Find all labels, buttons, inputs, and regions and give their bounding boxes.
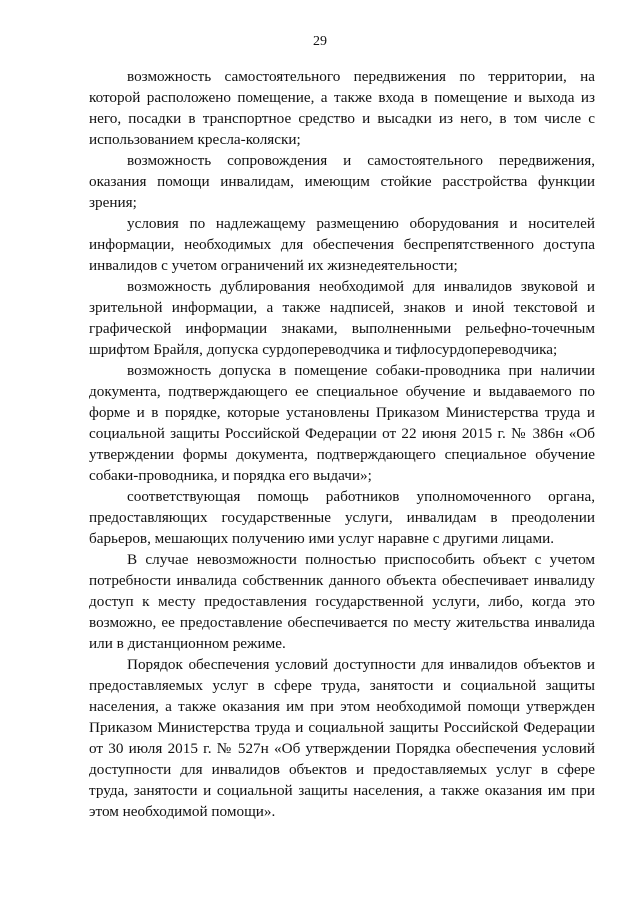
paragraph-staff-assistance: соответствующая помощь работников уполномоченного органа, предоставляющих государственные услуги, инвалидам в преодолении барьеров, мешающих получению ими услуг наравне с другими лицами. (89, 488, 595, 547)
paragraph-mobility: возможность самостоятельного передвижения по территории, на которой расположено помещение, а также входа в помещение и выхода из него, посадки в транспортное средство и высадки из него, в том числе с использованием кресла-коляски; (89, 68, 595, 148)
page-number: 29 (313, 34, 327, 49)
document-body (89, 66, 595, 822)
paragraph-escort: возможность сопровождения и самостоятельного передвижения, оказания помощи инвалидам, имеющим стойкие расстройства функции зрения; (89, 152, 595, 211)
paragraph-guide-dog: возможность допуска в помещение собаки-проводника при наличии документа, подтверждающего ее специальное обучение и выдаваемого по форме и в порядке, которые установлены Приказом Министерства труда и социальной защиты Российской Федерации от 22 июня 2015 г. № 386н «Об утверждении формы документа, подтверждающего специальное обучение собаки-проводника, и порядка его выдачи»; (89, 362, 595, 484)
paragraph-alternative-access: В случае невозможности полностью приспособить объект с учетом потребности инвалида собственник данного объекта обеспечивает инвалиду доступ к месту предоставления государственной услуги, либо, когда это возможно, ее предоставление обеспечивается по месту жительства инвалида или в дистанционном режиме. (89, 551, 595, 652)
paragraph-duplication: возможность дублирования необходимой для инвалидов звуковой и зрительной информации, а также надписей, знаков и иной текстовой и графической информации знаками, выполненными рельефно-точечным шрифтом Брайля, допуска сурдопереводчика и тифлосурдопереводчика; (89, 278, 595, 358)
paragraph-accessibility-order: Порядок обеспечения условий доступности для инвалидов объектов и предоставляемых услуг в сфере труда, занятости и социальной защиты населения, а также оказания им при этом необходимой помощи утвержден Приказом Министерства труда и социальной защиты Российской Федерации от 30 июля 2015 г. № 527н «Об утверждении Порядка обеспечения условий доступности для инвалидов объектов и предоставляемых услуг в сфере труда, занятости и социальной защиты населения, а также оказания им при этом необходимой помощи». (89, 656, 595, 820)
paragraph-equipment: условия по надлежащему размещению оборудования и носителей информации, необходимых для обеспечения беспрепятственного доступа инвалидов с учетом ограничений их жизнедеятельности; (89, 215, 595, 274)
